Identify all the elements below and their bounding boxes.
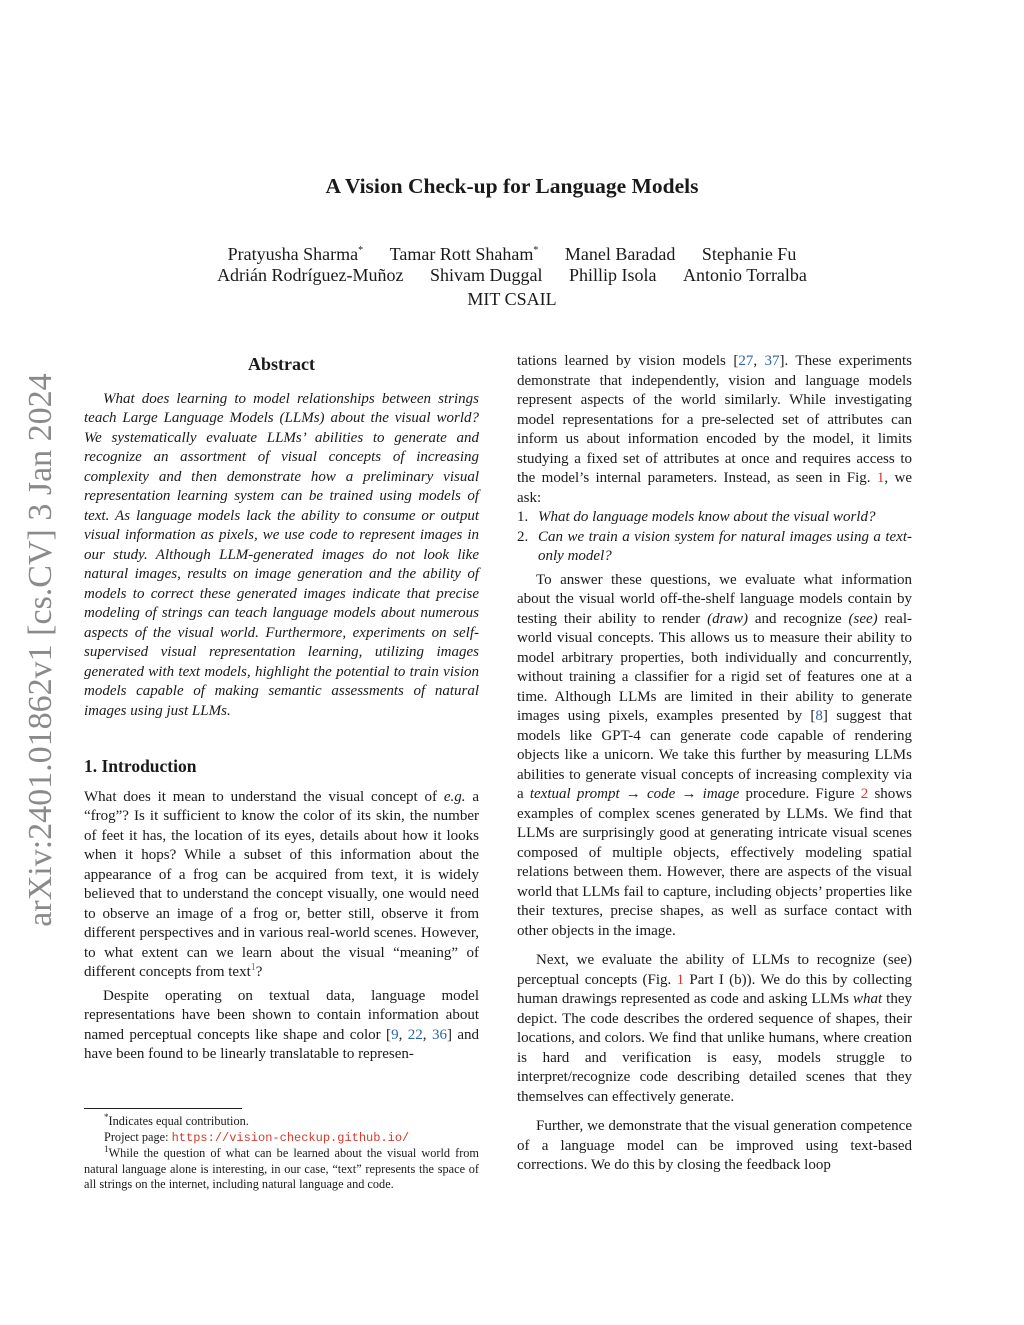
author: Stephanie Fu bbox=[701, 244, 797, 264]
author: Phillip Isola bbox=[569, 265, 657, 285]
right-paragraph-1: tations learned by vision models [27, 37]. These experiments demonstrate that independently, vision and language models represent aspects of the world similarly. While investigating model representations for a pre-selected set of attributes can inform us about information encoded by the model, it limits studying a fixed set of attributes at once and requires access to the model’s internal parameters. Instead, as seen in Fig. 1, we ask: bbox=[517, 353, 912, 506]
citation-link[interactable]: 8 bbox=[815, 708, 823, 724]
right-paragraph-3: Next, we evaluate the ability of LLMs to recognize (see) perceptual concepts (Fig. 1 Part I (b)). We do this by collecting human drawings represented as code and asking LLMs what they depict. The code describes the ordered sequence of shapes, their locations, and colors. We find that unlike humans, where creation is hard and verification is easy, models struggle to interpret/recognize code describing detailed scenes that they themselves can effectively generate. bbox=[517, 952, 913, 1105]
arxiv-identifier: arXiv:2401.01862v1 [cs.CV] 3 Jan 2024 bbox=[22, 373, 59, 927]
project-page-link[interactable]: https://vision-checkup.github.io/ bbox=[171, 1130, 410, 1145]
footnote-1: $^1$While the question of what can be learned about the visual world from natural language alone is interesting, in our case, “text” represents the space of all strings on the internet, including natural language and code. bbox=[84, 1143, 479, 1191]
footnotes bbox=[84, 1108, 479, 1193]
author-list-row-2 bbox=[0, 263, 1024, 287]
author: Pratyusha Sharma* bbox=[227, 244, 364, 264]
section-heading-introduction: 1. Introduction bbox=[84, 756, 197, 776]
citation-link[interactable]: 37 bbox=[764, 353, 780, 369]
footnote-equal-contribution: *Indicates equal contribution. bbox=[104, 1111, 249, 1128]
paper-title: A Vision Check-up for Language Models bbox=[325, 174, 699, 198]
author: Shivam Duggal bbox=[430, 265, 543, 285]
intro-paragraph-1: What does it mean to understand the visual concept of e.g. a “frog”? Is it sufficient to know the color of its skin, the number of feet it has, the location of its eyes, details about how it looks when it hops? While a subset of this information about the appearance of a frog can be acquired from text, it is widely believed that to understand the concept visually, one would need to observe an image of a frog or, better still, observe it from different perspectives and in various real-world scenes. However, to what extent can we learn about the visual “meaning” of different concepts from text$^1$? bbox=[84, 788, 479, 980]
abstract-text: What does learning to model relationships between strings teach Large Language Models (LLMs) about the visual world? We systematically evaluate LLMs’ abilities to generate and recognize an assortment of visual concepts of increasing complexity and then demonstrate how a preliminary visual representation learning system can be trained using models of text. As language models lack the ability to consume or output visual information as pixels, we use code to represent images in our study. Although LLM-generated images do not look like natural images, results on image generation and the ability of models to correct these generated images indicate that precise modeling of strings can teach language models about numerous aspects of the visual world. Furthermore, experiments on self-supervised visual representation learning, utilizing images generated with text models, highlight the potential to train vision models capable of making semantic assessments of natural images using just LLMs. bbox=[84, 390, 479, 719]
left-column bbox=[84, 352, 479, 1065]
author: Tamar Rott Shaham* bbox=[389, 244, 539, 264]
citation-link[interactable]: 22 bbox=[407, 1026, 423, 1043]
author-list-row-1 bbox=[0, 239, 1024, 266]
list-item: 2. Can we train a vision system for natural images using a text-only model? bbox=[517, 528, 912, 564]
citation-link[interactable]: 27 bbox=[738, 353, 754, 369]
right-paragraph-2: To answer these questions, we evaluate what information about the visual world off-the-shelf language models contain by testing their ability to render (draw) and recognize (see) real-world visual concepts. This allows us to measure their ability to model arbitrary properties, both individually and concurrently, without training a classifier for a rigid set of features one at a time. Although LLMs are limited in their ability to generate images using pixels, examples presented by [8] suggest that models like GPT-4 can generate code capable of rendering objects like a unicorn. We take this further by measuring LLMs abilities to generate visual concepts of increasing complexity via a textual prompt → code → image procedure. Figure 2 shows examples of complex scenes generated by LLMs. We find that LLMs are surprisingly good at generating intricate visual scenes composed of multiple objects, effectively modeling spatial relations between them. However, there are aspects of the visual world that LLMs fail to capture, including objects’ properties like their textures, precise shapes, as well as surface contact with other objects in the image. bbox=[517, 571, 912, 939]
author: Manel Baradad bbox=[564, 244, 676, 264]
citation-link[interactable]: 9 bbox=[391, 1026, 399, 1043]
figure-link[interactable]: 2 bbox=[860, 786, 869, 802]
author: Adrián Rodríguez-Muñoz bbox=[217, 265, 404, 285]
affiliation: MIT CSAIL bbox=[467, 289, 557, 309]
footnote-divider bbox=[84, 1108, 242, 1109]
right-paragraph-4: Further, we demonstrate that the visual generation competence of a language model can be improved using text-based corrections. We do this by closing the feedback loop bbox=[517, 1118, 912, 1173]
citation-link[interactable]: 36 bbox=[431, 1026, 447, 1043]
intro-paragraph-2: Despite operating on textual data, language model representations have been shown to contain information about named perceptual concepts like shape and color [9, 22, 36] and have been found to be linearly translatable to represen- bbox=[84, 987, 480, 1062]
figure-link[interactable]: 1 bbox=[876, 470, 885, 486]
abstract-heading: Abstract bbox=[248, 354, 315, 374]
right-column bbox=[517, 352, 912, 1176]
list-item: 1. What do language models know about the visual world? bbox=[517, 509, 876, 525]
figure-link[interactable]: 1 bbox=[676, 971, 685, 988]
footnote-ref-1[interactable]: 1 bbox=[250, 962, 256, 973]
author: Antonio Torralba bbox=[683, 265, 807, 285]
footnote-project-page: Project page: https://vision-checkup.github.io/ bbox=[104, 1129, 410, 1145]
question-list bbox=[517, 508, 912, 567]
